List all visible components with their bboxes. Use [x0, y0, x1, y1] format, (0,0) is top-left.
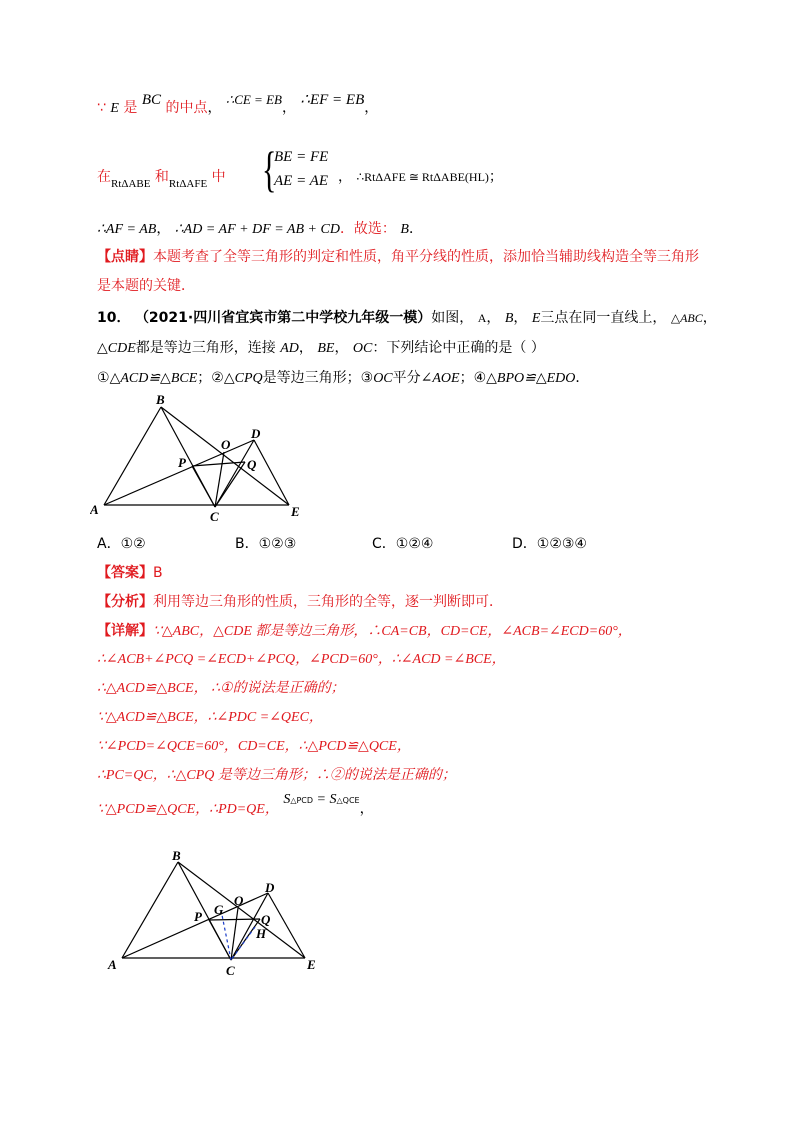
proof-line-3: [97, 219, 423, 240]
comment-text-2: 是本题的关键．: [97, 278, 195, 294]
question-text: ：下列结论中正确的是（ ）: [372, 340, 545, 356]
detail-line-2: ∴∠ACB+∠PCQ =∠ECD+∠PCQ，∠PCD=60°，∴∠ACD =∠BCE，: [97, 652, 506, 667]
question-source: （2021·四川省宜宾市第二中学校九年级一模）: [134, 310, 432, 326]
question-text: 都是等边三角形，连接: [135, 340, 276, 356]
segment-ad: [104, 440, 254, 505]
comma: ，: [338, 169, 352, 185]
answer-value: B: [153, 565, 163, 581]
segment-cg: [221, 910, 231, 960]
statement-4: △BPO≌△EDO: [486, 371, 576, 386]
text-he: 和: [154, 169, 169, 185]
detail-line-6: ∴PC=QC，∴△CPQ 是等边三角形；∴②的说法是正确的；: [97, 768, 456, 783]
period: ．: [408, 221, 423, 237]
statement-text: 平分: [392, 370, 421, 386]
comma: ，: [334, 340, 349, 356]
eq-ad: ∴AD = AF + DF = AB + CD: [174, 222, 340, 237]
eq-ce-eb: ∴CE = EB: [225, 92, 282, 107]
label-d: D: [265, 880, 275, 895]
area-sub-qce: △QCE: [336, 796, 360, 805]
eq-be-fe: BE = FE: [274, 149, 329, 165]
segment-pc: [192, 466, 215, 507]
choice-b[interactable]: B．①②③: [235, 536, 297, 552]
question-number: 10．: [97, 310, 131, 326]
comma: ，: [702, 310, 717, 326]
analysis-label: 【分析】: [97, 594, 153, 610]
var-be: BE: [317, 341, 335, 356]
label-a: A: [108, 957, 117, 972]
var-bc: BC: [141, 92, 162, 108]
segment-qc: [215, 462, 245, 507]
label-b: B: [156, 392, 165, 407]
detail-line-3: ∴△ACD≌△BCE， ∴①的说法是正确的；: [97, 681, 345, 696]
statement-3-angle: ∠AOE: [420, 371, 460, 386]
statement-1-num: ①: [97, 370, 110, 386]
answer-line: [97, 563, 163, 583]
comment-label: 【点睛】: [97, 249, 153, 265]
label-a: A: [90, 502, 99, 517]
label-b: B: [172, 848, 181, 863]
label-o: O: [234, 893, 244, 908]
text-choose: ．故选：: [339, 221, 396, 237]
label-e: E: [291, 504, 300, 519]
area-sub-pcd: △PCD: [290, 796, 314, 805]
eq-ae-ae: AE = AE: [274, 173, 329, 189]
statement-3-oc: OC: [373, 371, 393, 386]
var-a: A: [477, 311, 487, 325]
var-e: E: [531, 311, 541, 326]
var-b: B: [504, 311, 514, 326]
eq-ef-eb: ∴EF = EB: [300, 92, 365, 108]
statement-2: △CPQ: [223, 371, 263, 386]
segment-ab: [104, 407, 161, 505]
statement-text: 是等边三角形；③: [262, 370, 374, 386]
figure-2: [100, 848, 330, 980]
comment-text-1: 本题考查了全等三角形的判定和性质，角平分线的性质，添加恰当辅助线构造全等三角形: [153, 249, 699, 265]
label-c: C: [226, 963, 235, 978]
question-statements: [97, 368, 589, 389]
congruence-afe-abe: ∴RtΔAFE ≅ RtΔABE(HL): [356, 170, 489, 184]
var-oc: OC: [352, 341, 373, 356]
figure-1: [90, 392, 310, 527]
var-e: E: [110, 101, 119, 116]
text-zhong: 中: [211, 169, 226, 185]
detail-text-7: ∵△PCD≌△QCE，∴PD=QE，: [97, 802, 279, 817]
question-text: 如图，: [431, 310, 474, 326]
comma: ，: [486, 310, 501, 326]
label-g: G: [214, 902, 224, 917]
tri-abc: △ABC: [670, 311, 703, 325]
answer-label: 【答案】: [97, 565, 153, 581]
comment-line-1: [97, 247, 699, 267]
label-q: Q: [261, 912, 271, 927]
label-o: O: [221, 437, 231, 452]
tri-abe: RtΔABE: [111, 178, 151, 190]
area-eq: = S: [313, 792, 337, 807]
comma: ，: [156, 221, 171, 237]
segment-ab: [122, 862, 178, 958]
proof-line-1: [97, 92, 379, 119]
brace-icon: {: [262, 141, 277, 197]
comma: ，: [513, 310, 528, 326]
comma: ，: [207, 100, 222, 116]
question-line-2: [97, 338, 545, 359]
label-h: H: [256, 926, 267, 941]
because-symbol: ∵: [97, 100, 106, 116]
semicolon: ；: [488, 169, 503, 185]
question-line-1: [97, 308, 717, 329]
tri-afe: RtΔAFE: [168, 178, 208, 190]
choice-a[interactable]: A．①②: [97, 536, 146, 552]
label-p: P: [194, 909, 202, 924]
choice-d[interactable]: D．①②③④: [512, 536, 587, 552]
var-ad: AD: [280, 341, 299, 356]
text-midpoint: 的中点: [165, 100, 208, 116]
period: ．: [575, 370, 590, 386]
detail-text-1: ∵△ABC，△CDE 都是等边三角形，∴CA=CB，CD=CE，∠ACB=∠ECD=60°，: [153, 624, 632, 639]
detail-line-7: [97, 792, 374, 821]
comma: ，: [359, 801, 374, 817]
proof-line-2-tail: [338, 167, 503, 187]
analysis-line: [97, 592, 503, 612]
segment-pc: [209, 920, 231, 960]
proof-line-2: [97, 167, 226, 188]
comma: ，: [298, 340, 313, 356]
label-q: Q: [247, 457, 257, 472]
analysis-text: 利用等边三角形的性质，三角形的全等，逐一判断即可．: [153, 594, 503, 610]
area-s: S: [283, 792, 291, 807]
comma: ，: [364, 100, 379, 116]
label-p: P: [178, 455, 186, 470]
detail-line-1: [97, 621, 632, 642]
label-d: D: [251, 426, 261, 441]
text-is: 是: [123, 100, 138, 116]
statement-1: △ACD≌△BCE: [109, 371, 198, 386]
detail-line-4: ∵△ACD≌△BCE，∴∠PDC =∠QEC，: [97, 710, 323, 725]
area-equation: [283, 791, 359, 807]
segment-de: [254, 440, 289, 505]
eq-af-ab: ∴AF = AB: [97, 222, 157, 237]
detail-line-5: ∵∠PCD=∠QCE=60°，CD=CE，∴△PCD≌△QCE，: [97, 739, 411, 754]
segment-ad: [122, 893, 268, 958]
comment-line-2: [97, 276, 195, 296]
detail-label: 【详解】: [97, 623, 153, 639]
label-c: C: [210, 509, 219, 524]
choice-c[interactable]: C．①②④: [372, 536, 434, 552]
segment-pq: [209, 919, 260, 920]
text-zai: 在: [97, 169, 111, 185]
tri-cde: △CDE: [97, 341, 136, 356]
question-text: 三点在同一直线上，: [540, 310, 667, 326]
comma: ，: [281, 100, 296, 116]
statement-sep: ；②: [197, 370, 224, 386]
label-e: E: [307, 957, 316, 972]
segment-de: [268, 893, 305, 958]
statement-sep: ；④: [459, 370, 487, 386]
answer-b: B: [400, 222, 409, 237]
